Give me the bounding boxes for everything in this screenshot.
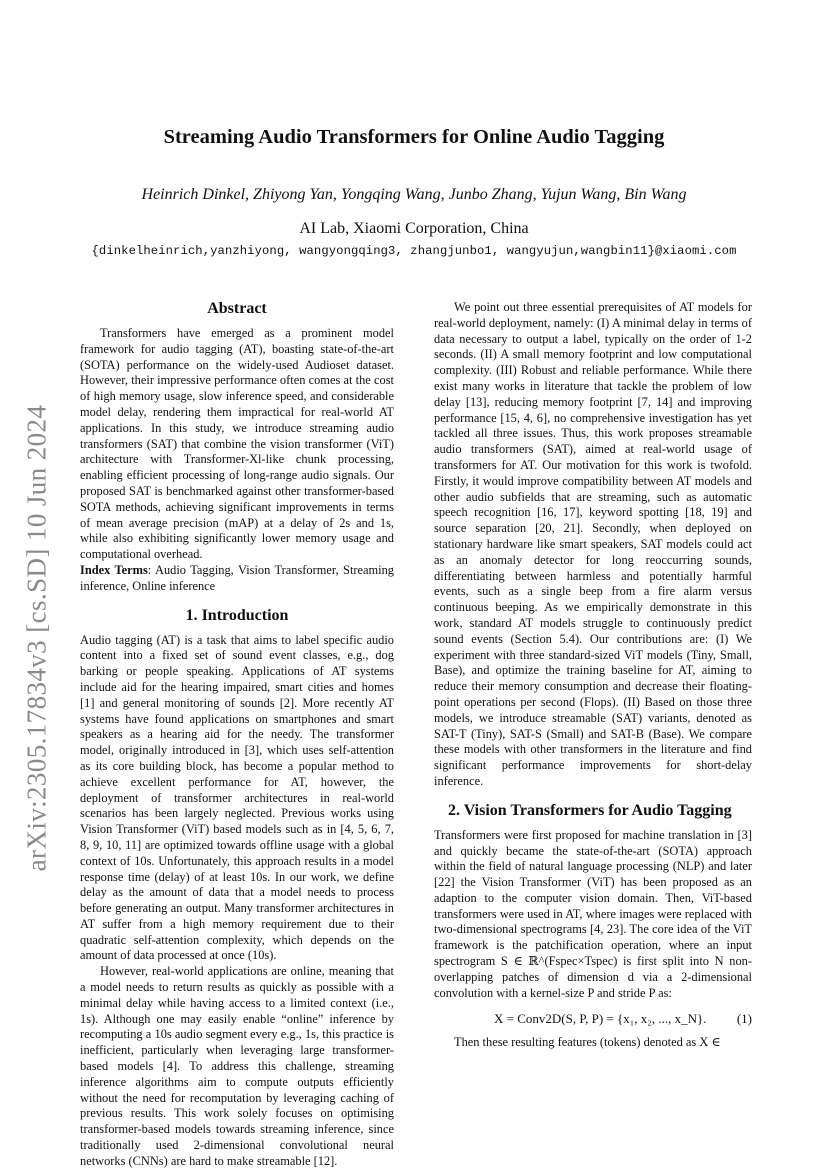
intro-paragraph-1: Audio tagging (AT) is a task that aims to label specific audio content into a fixed set of sound event classes, e.g., dog barking or people speaking. Applications of AT systems include aid for the hearing impaired, smart cities and homes [1] and general monitoring of sounds [2]. More recently AT systems have found applications on smartphones and smart speakers as a hearing aid for the needy. The transformer model, originally introduced in [3], which uses self-attention as its core building block, has become a popular method to achieve excellent performance for AT, however, the deployment of transformer architectures in real-world scenarios has been largely neglected. Previous works using Vision Transformer (ViT) based models such as in [4, 5, 6, 7, 8, 9, 10, 11] are optimized towards offline usage with a global context of 10s. Unfortunately, this approach results in a model response time (delay) of at least 10s. In our work, we define delay as the amount of data that a model needs to process before generating an output. Many transformer architectures in AT suffer from a high memory requirement due to their quadratic self-attention complexity, which depends on the amount of data processed at once (10s). — [80, 632, 394, 963]
right-column — [434, 300, 752, 1051]
abstract-text — [80, 326, 394, 595]
index-terms: : Audio Tagging, Vision Transformer, Streaming inference, Online inference — [80, 562, 394, 593]
left-column — [80, 298, 394, 1170]
equation-1 — [434, 1011, 752, 1027]
section-2-paragraph-1: Transformers were first proposed for machine translation in [3] and quickly became the state-of-the-art (SOTA) approach within the field of natural language processing (NLP) and later [22] the Vision Transformer (ViT) has been proposed as an adaption to the computer vision domain. Then, ViT-based transformers were used in AT, where images were replaced with two-dimensional spectrograms [4, 23]. The core idea of the ViT framework is the patchification operation, where an input spectrogram S ∈ ℝ^(Fspec×Tspec) is first split into N non-overlapping patches of dimension d via a 2-dimensional convolution with a kernel-size P and stride P as: — [434, 827, 752, 1000]
equation-body: X = Conv2D(S, P, P) = {x₁, x₂, ..., x_N}. — [494, 1011, 707, 1027]
intro-paragraph-3: We point out three essential prerequisites of AT models for real-world deployment, namely: (I) A minimal delay in terms of data necessary to output a label, typically on the order of 1-2 seconds. (II) A small memory footprint and low computational complexity. (III) Robust and reliable performance. While there exist many works in literature that tackle the problem of low delay [13], reducing memory footprint [7, 14] and improving performance [15, 4, 6], no comprehensive investigation has yet tackled all three issues. Thus, this work proposes streamable audio transformers (SAT), aimed at real-world usage of transformers for AT. Our motivation for this work is twofold. Firstly, it would improve compatibility between AT models and other audio subfields that are streaming, such as automatic speech recognition [16, 17], keyword spotting [18, 19] and source separation [20, 21]. Secondly, when deployed on stationary hardware like smart speakers, SAT models could act as an anomaly detector for long reoccurring sounds, differentiating between harmless and potentially harmful events, such as a single beep from a fire alarm versus continuous beeping. As we empirically demonstrate in this work, standard AT models struggle to continuously predict sound events (Section 5.4). Our contributions are: (I) We experiment with three standard-sized ViT models (Tiny, Small, Base), and optimize the training baseline for AT, aiming to reduce their memory consumption and decrease their floating-point operations per second (Flops). (II) Based on those three models, we introduce streamable (SAT) variants, denoted as SAT-T (Tiny), SAT-S (Small) and SAT-B (Base). We compare these models with other transformers in the literature and find significant performance improvements for short-delay inference. — [434, 300, 752, 788]
index-terms-label: Index Terms — [80, 562, 148, 577]
paper-title: Streaming Audio Transformers for Online Audio Tagging — [163, 126, 665, 148]
affiliation: AI Lab, Xiaomi Corporation, China — [299, 220, 529, 237]
author-list: Heinrich Dinkel, Zhiyong Yan, Yongqing Wang, Junbo Zhang, Yujun Wang, Bin Wang — [141, 186, 687, 203]
arxiv-sidebar-stamp — [14, 372, 60, 904]
section-2-paragraph-2: Then these resulting features (tokens) denoted as X ∈ — [454, 1035, 721, 1050]
intro-paragraph-2: However, real-world applications are online, meaning that a model needs to return results as quickly as possible with a minimal delay while having access to a limited context (i.e., 1s). Although one may easily enable “online” inference by recomputing a 10s audio segment every e.g., 1s, this practice is inefficient, particularly when leveraging large transformer-based models [4]. To address this challenge, streaming inference algorithms aim to compute outputs efficiently without the need for recomputation by leveraging caching of previous results. This work solely focuses on optimising transformer-based models towards streaming inference, since traditionally used 2-dimensional convolutional neural networks (CNNs) are hard to make streamable [12]. — [80, 964, 394, 1168]
abstract-heading: Abstract — [207, 300, 267, 317]
arxiv-identifier: arXiv:2305.17834v3 [cs.SD] 10 Jun 2024 — [21, 404, 52, 872]
introduction-heading: 1. Introduction — [185, 606, 289, 624]
equation-number: (1) — [736, 1011, 752, 1027]
abstract-body: Transformers have emerged as a prominent model framework for audio tagging (AT), boasting state-of-the-art (SOTA) performance on the widely-used Audioset dataset. However, their impressive performance often comes at the cost of high memory usage, slow inference speed, and considerable model delay, rendering them impractical for real-world AT applications. In this study, we introduce streaming audio transformers (SAT) that combine the vision transformer (ViT) architecture with Transformer-Xl-like chunk processing, enabling efficient processing of long-range audio signals. Our proposed SAT is benchmarked against other transformer-based SOTA methods, achieving significant improvements in terms of mean average precision (mAP) at a delay of 2s and 1s, while also exhibiting significantly lower memory usage and computational overhead. — [80, 326, 394, 562]
section-2-heading: 2. Vision Transformers for Audio Tagging — [448, 801, 732, 819]
author-emails: {dinkelheinrich,yanzhiyong, wangyongqing3, zhangjunbo1, wangyujun,wangbin11}@xiaomi.com — [91, 244, 737, 258]
